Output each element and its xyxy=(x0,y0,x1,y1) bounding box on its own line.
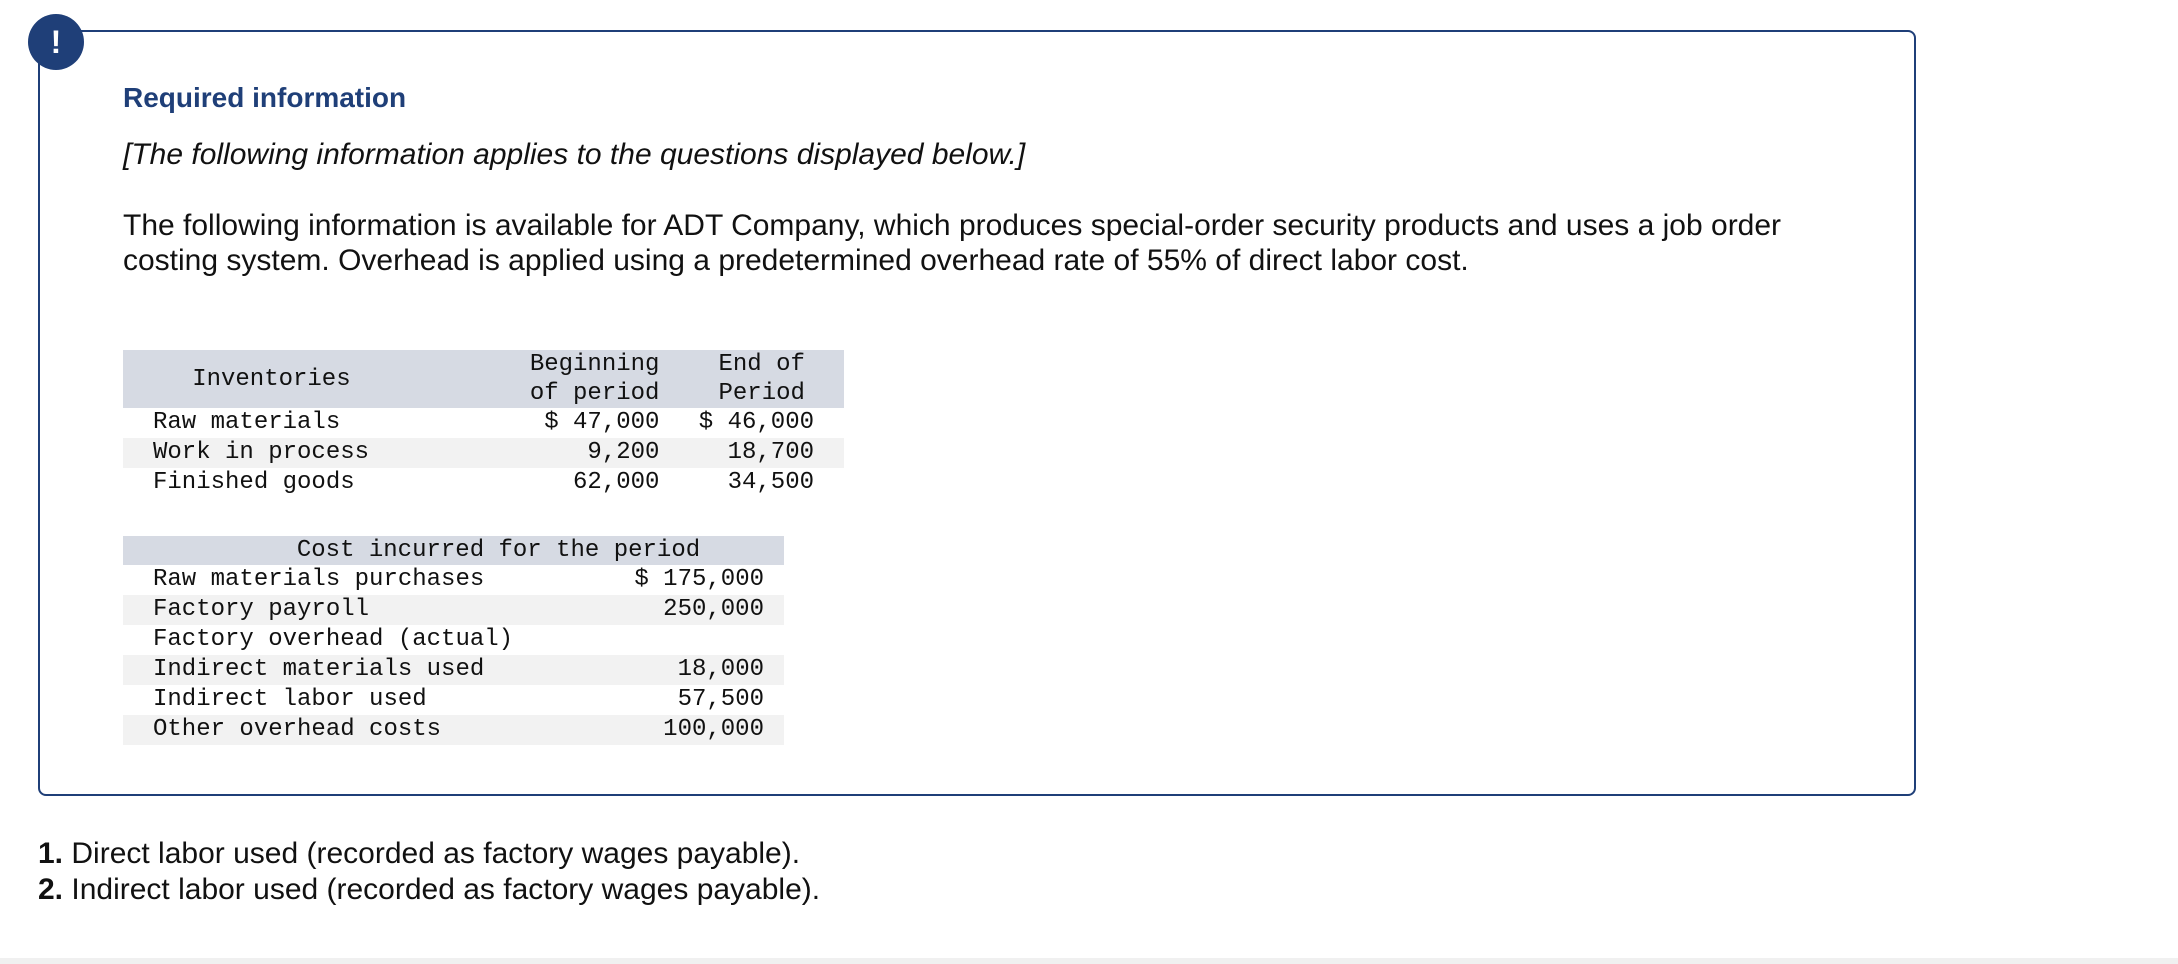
row-label: Indirect materials used xyxy=(123,655,583,685)
table-row xyxy=(123,408,844,438)
table-row xyxy=(123,685,784,715)
costs-header-row xyxy=(123,536,784,565)
question-text: Indirect labor used (recorded as factory wages payable). xyxy=(71,873,821,906)
table-row xyxy=(123,595,784,625)
question-text: Direct labor used (recorded as factory wages payable). xyxy=(71,837,801,870)
table-row xyxy=(123,438,844,468)
beginning-value: 9,200 xyxy=(420,438,660,468)
row-label: Raw materials xyxy=(153,409,341,436)
row-label: Work in process xyxy=(123,438,420,468)
row-label: Factory overhead (actual) xyxy=(153,626,514,653)
end-header: End of Period xyxy=(659,350,844,408)
intro-paragraph: The following information is available for ADT Company, which produces special-order security products and uses a job order costing system. Overhead is applied using a predetermined overhead rate of 55% of direct labor cost. xyxy=(123,209,1782,277)
row-label: Finished goods xyxy=(153,469,355,496)
end-value: $ 46,000 xyxy=(698,409,814,436)
amount-value: 250,000 xyxy=(583,595,784,625)
inventories-header-row xyxy=(123,350,844,408)
end-value: 34,500 xyxy=(727,469,814,496)
beginning-value: 62,000 xyxy=(573,469,660,496)
question-item xyxy=(38,836,820,872)
question-item xyxy=(38,872,820,908)
table-row xyxy=(123,625,784,655)
row-label: Raw materials purchases xyxy=(153,566,485,593)
inventories-table xyxy=(123,350,844,498)
costs-table xyxy=(123,536,784,745)
question-number: 2. xyxy=(38,873,64,906)
inventories-header-label: Inventories xyxy=(123,350,420,408)
beginning-value: $ 47,000 xyxy=(544,409,660,436)
end-value: 18,700 xyxy=(659,438,844,468)
row-label: Indirect labor used xyxy=(153,686,427,713)
table-row xyxy=(123,655,784,685)
amount-value: 57,500 xyxy=(677,686,764,713)
row-label: Other overhead costs xyxy=(123,715,583,745)
row-label: Factory payroll xyxy=(123,595,583,625)
question-list xyxy=(38,836,820,908)
panel-title: Required information xyxy=(123,82,407,113)
amount-value: $ 175,000 xyxy=(634,566,764,593)
table-row xyxy=(123,468,844,498)
beginning-header: Beginning of period xyxy=(420,350,660,408)
amount-value xyxy=(583,625,784,655)
alert-icon: ! xyxy=(28,14,84,70)
amount-value: 18,000 xyxy=(583,655,784,685)
table-row xyxy=(123,715,784,745)
question-number: 1. xyxy=(38,837,64,870)
costs-header xyxy=(123,536,784,565)
table-row xyxy=(123,565,784,595)
panel-subtitle: [The following information applies to the questions displayed below.] xyxy=(123,138,1026,171)
amount-value: 100,000 xyxy=(583,715,784,745)
bottom-divider xyxy=(0,958,2178,964)
costs-header-label: Cost incurred for the period xyxy=(296,537,701,564)
